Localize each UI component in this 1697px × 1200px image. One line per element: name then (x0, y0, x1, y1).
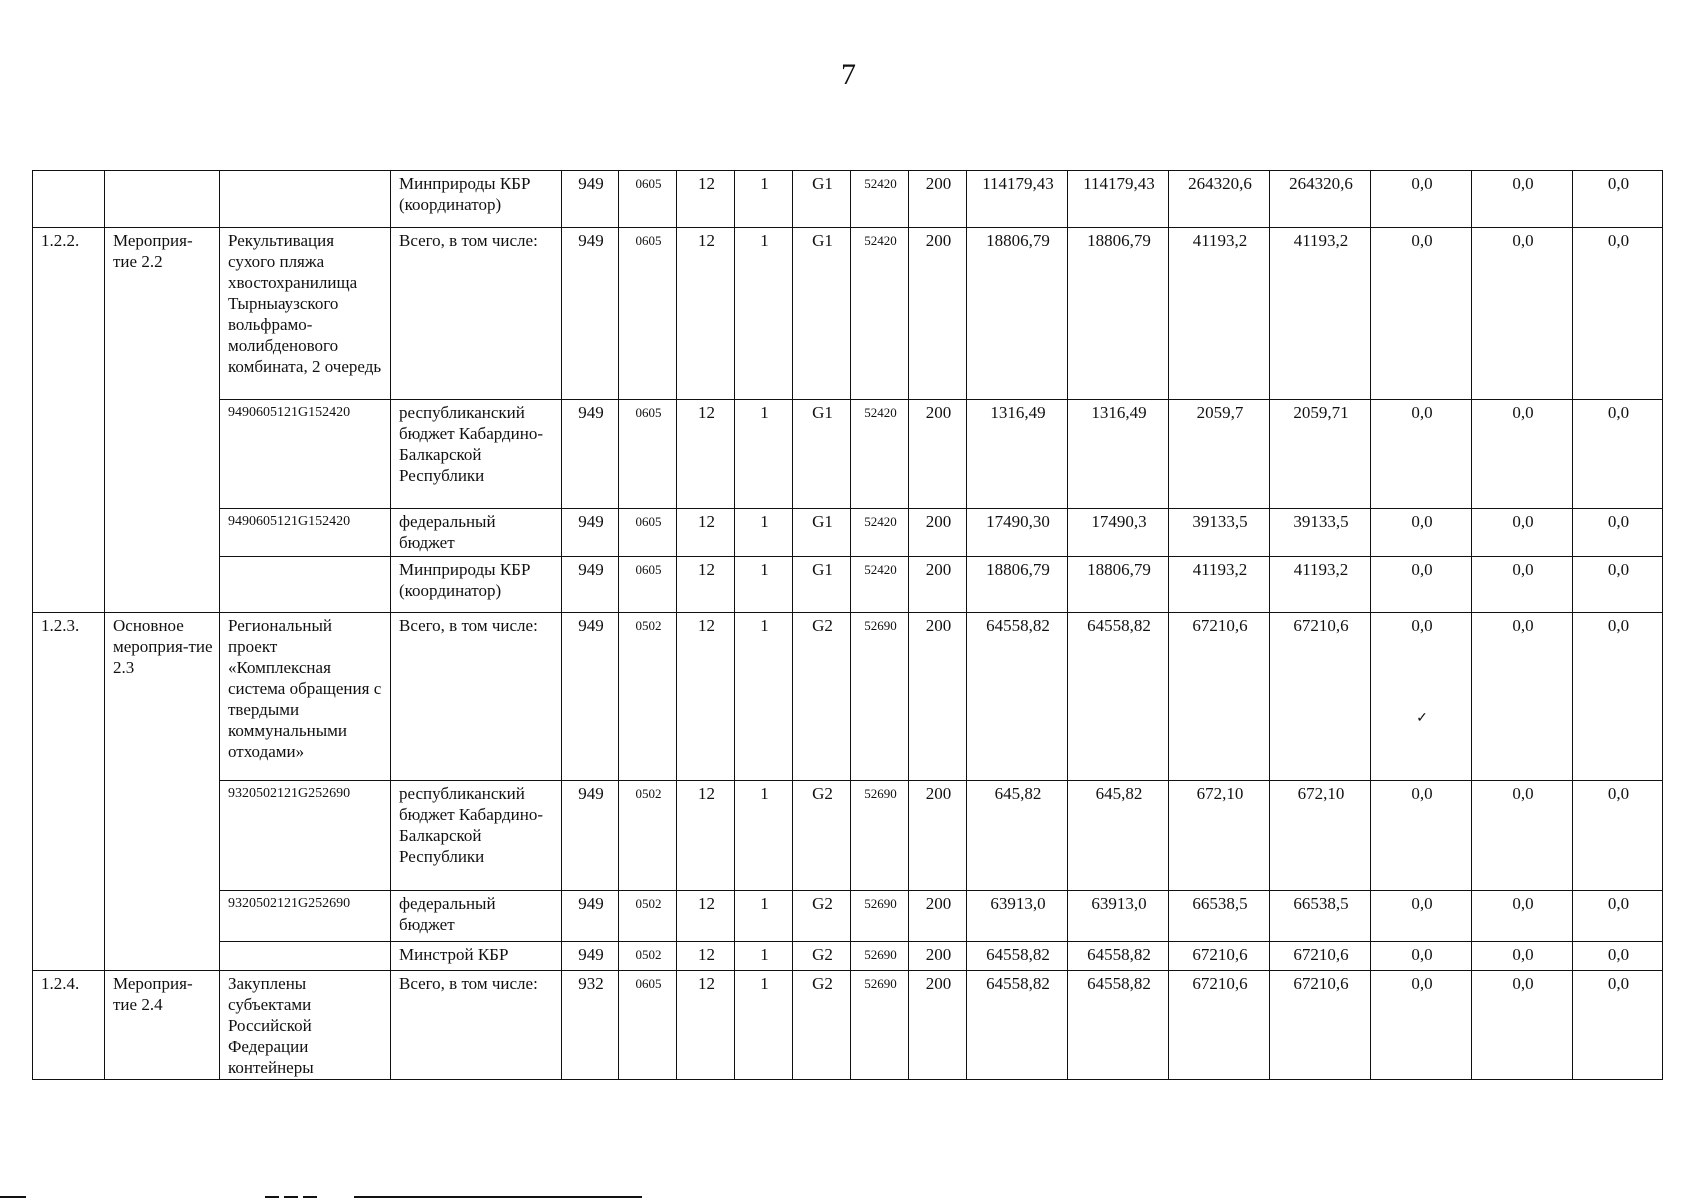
cell-project: G2 (793, 942, 851, 971)
cell-executor: Всего, в том числе: (391, 613, 562, 781)
cell-num: 1.2.3. (33, 613, 105, 971)
cell-grbs: 949 (562, 781, 619, 891)
cell-direction: 52690 (851, 942, 909, 971)
cell-direction: 52420 (851, 171, 909, 228)
cell-executor: Всего, в том числе: (391, 971, 562, 1080)
cell-value-3: 672,10 (1169, 781, 1270, 891)
cell-vr: 200 (909, 942, 967, 971)
cell-value-4: 66538,5 (1270, 891, 1371, 942)
cell-subprogram: 1 (735, 942, 793, 971)
cell-num: 1.2.2. (33, 228, 105, 613)
cell-value-5: 0,0 (1371, 971, 1472, 1080)
cell-value-7: 0,0 (1573, 613, 1663, 781)
cell-value-5 (1371, 613, 1472, 781)
cell-subprogram: 1 (735, 171, 793, 228)
cell-value-1: 64558,82 (967, 971, 1068, 1080)
cell-project: G2 (793, 613, 851, 781)
cell-status (105, 171, 220, 228)
cell-rzpr: 0605 (619, 228, 677, 400)
cell-value-3: 41193,2 (1169, 228, 1270, 400)
cell-value-1: 64558,82 (967, 942, 1068, 971)
cell-direction: 52420 (851, 228, 909, 400)
table-row (33, 781, 1663, 891)
cell-value-2: 64558,82 (1068, 942, 1169, 971)
cell-value-4: 2059,71 (1270, 400, 1371, 509)
cell-value-3: 41193,2 (1169, 557, 1270, 613)
table-row (33, 557, 1663, 613)
cell-vr: 200 (909, 400, 967, 509)
cell-executor: федеральный бюджет (391, 509, 562, 557)
cell-value-6: 0,0 (1472, 400, 1573, 509)
cell-project: G1 (793, 171, 851, 228)
cell-value-3: 67210,6 (1169, 942, 1270, 971)
cell-vr: 200 (909, 509, 967, 557)
cell-value-5: 0,0 (1371, 509, 1472, 557)
cell-executor: Минстрой КБР (391, 942, 562, 971)
table-row (33, 171, 1663, 228)
cell-direction: 52420 (851, 557, 909, 613)
cell-value-2: 64558,82 (1068, 613, 1169, 781)
cell-subprogram: 1 (735, 509, 793, 557)
cell-value-2: 114179,43 (1068, 171, 1169, 228)
cell-program: 12 (677, 891, 735, 942)
cell-direction: 52420 (851, 509, 909, 557)
cell-direction: 52690 (851, 613, 909, 781)
cell-value-6: 0,0 (1472, 891, 1573, 942)
cell-direction: 52690 (851, 781, 909, 891)
cell-value-7: 0,0 (1573, 557, 1663, 613)
cell-status: Мероприя-тие 2.2 (105, 228, 220, 613)
cell-budget-code: 9490605121G152420 (220, 400, 391, 509)
cell-program: 12 (677, 942, 735, 971)
cell-value-1: 645,82 (967, 781, 1068, 891)
cell-value-1: 18806,79 (967, 228, 1068, 400)
cell-value-1: 1316,49 (967, 400, 1068, 509)
cell-value-3: 66538,5 (1169, 891, 1270, 942)
cell-value-7: 0,0 (1573, 781, 1663, 891)
cell-rzpr: 0605 (619, 557, 677, 613)
cell-value-4: 67210,6 (1270, 942, 1371, 971)
table-row (33, 891, 1663, 942)
cell-budget-code: 9320502121G252690 (220, 781, 391, 891)
cell-value-1: 18806,79 (967, 557, 1068, 613)
cell-subprogram: 1 (735, 613, 793, 781)
cell-direction: 52690 (851, 891, 909, 942)
cell-value-4: 67210,6 (1270, 971, 1371, 1080)
cell-program: 12 (677, 971, 735, 1080)
footer-rule-dash-2 (284, 1196, 298, 1198)
footer-rule-long (354, 1196, 642, 1198)
cell-executor: Минприроды КБР (координатор) (391, 171, 562, 228)
cell-name: Рекультивация сухого пляжа хвостохранилища Тырныаузского вольфрамо-молибденового комбината, 2 очередь (220, 228, 391, 400)
cell-project: G1 (793, 400, 851, 509)
cell-direction: 52420 (851, 400, 909, 509)
cell-value-3: 67210,6 (1169, 971, 1270, 1080)
cell-rzpr: 0605 (619, 971, 677, 1080)
cell-value-6: 0,0 (1472, 781, 1573, 891)
cell-executor: республиканский бюджет Кабардино-Балкарской Республики (391, 400, 562, 509)
cell-project: G2 (793, 781, 851, 891)
cell-value-7: 0,0 (1573, 400, 1663, 509)
cell-value-7: 0,0 (1573, 891, 1663, 942)
cell-subprogram: 1 (735, 781, 793, 891)
cell-grbs: 949 (562, 509, 619, 557)
cell-budget-code: 9320502121G252690 (220, 891, 391, 942)
cell-name: Закуплены субъектами Российской Федерации контейнеры (220, 971, 391, 1080)
cell-direction: 52690 (851, 971, 909, 1080)
cell-value-7: 0,0 (1573, 971, 1663, 1080)
cell-value-2: 18806,79 (1068, 228, 1169, 400)
cell-value-4: 41193,2 (1270, 557, 1371, 613)
cell-value-1: 114179,43 (967, 171, 1068, 228)
cell-grbs: 949 (562, 171, 619, 228)
cell-vr: 200 (909, 557, 967, 613)
cell-value-3: 264320,6 (1169, 171, 1270, 228)
cell-value-6: 0,0 (1472, 971, 1573, 1080)
cell-vr: 200 (909, 171, 967, 228)
cell-value-2: 18806,79 (1068, 557, 1169, 613)
cell-value-6: 0,0 (1472, 613, 1573, 781)
cell-value-4: 39133,5 (1270, 509, 1371, 557)
cell-value-5: 0,0 (1371, 171, 1472, 228)
cell-status: Мероприя-тие 2.4 (105, 971, 220, 1080)
cell-project: G2 (793, 891, 851, 942)
cell-subprogram: 1 (735, 228, 793, 400)
cell-grbs: 949 (562, 228, 619, 400)
table-row (33, 971, 1663, 1080)
table-row (33, 942, 1663, 971)
cell-executor: республиканский бюджет Кабардино-Балкарской Республики (391, 781, 562, 891)
cell-grbs: 949 (562, 942, 619, 971)
cell-value-7: 0,0 (1573, 228, 1663, 400)
cell-vr: 200 (909, 891, 967, 942)
cell-value-2: 17490,3 (1068, 509, 1169, 557)
cell-rzpr: 0605 (619, 509, 677, 557)
cell-program: 12 (677, 228, 735, 400)
cell-value-7: 0,0 (1573, 509, 1663, 557)
cell-grbs: 949 (562, 400, 619, 509)
cell-vr: 200 (909, 971, 967, 1080)
cell-budget-code: 9490605121G152420 (220, 509, 391, 557)
cell-value-5: 0,0 (1371, 781, 1472, 891)
cell-rzpr: 0605 (619, 171, 677, 228)
page-number: 7 (841, 58, 856, 91)
cell-value-5: 0,0 (1371, 942, 1472, 971)
cell-value-3: 2059,7 (1169, 400, 1270, 509)
stray-pen-mark: ✓ (1416, 711, 1428, 726)
cell-value-5: 0,0 (1371, 228, 1472, 400)
cell-program: 12 (677, 781, 735, 891)
cell-value-2: 63913,0 (1068, 891, 1169, 942)
cell-value-4: 41193,2 (1270, 228, 1371, 400)
cell-rzpr: 0502 (619, 942, 677, 971)
cell-vr: 200 (909, 781, 967, 891)
cell-program: 12 (677, 509, 735, 557)
cell-value-1: 17490,30 (967, 509, 1068, 557)
cell-rzpr: 0502 (619, 891, 677, 942)
cell-value-6: 0,0 (1472, 171, 1573, 228)
cell-rzpr: 0605 (619, 400, 677, 509)
table-row (33, 509, 1663, 557)
cell-subprogram: 1 (735, 891, 793, 942)
footer-rule-left (0, 1196, 26, 1198)
cell-value-4: 67210,6 (1270, 613, 1371, 781)
cell-value-2: 64558,82 (1068, 971, 1169, 1080)
cell-name (220, 557, 391, 613)
cell-subprogram: 1 (735, 557, 793, 613)
cell-rzpr: 0502 (619, 781, 677, 891)
cell-value-4: 264320,6 (1270, 171, 1371, 228)
cell-program: 12 (677, 400, 735, 509)
cell-executor: федеральный бюджет (391, 891, 562, 942)
footer-rule-dash-1 (265, 1196, 279, 1198)
cell-name (220, 171, 391, 228)
cell-program: 12 (677, 557, 735, 613)
cell-program: 12 (677, 613, 735, 781)
cell-value-6: 0,0 (1472, 942, 1573, 971)
table-row (33, 228, 1663, 400)
cell-value-7: 0,0 (1573, 171, 1663, 228)
cell-vr: 200 (909, 613, 967, 781)
cell-value-3: 39133,5 (1169, 509, 1270, 557)
cell-grbs: 949 (562, 613, 619, 781)
cell-name: Региональный проект «Комплексная система обращения с твердыми коммунальными отходами» (220, 613, 391, 781)
cell-grbs: 932 (562, 971, 619, 1080)
cell-value-2: 645,82 (1068, 781, 1169, 891)
cell-status: Основное мероприя-тие 2.3 (105, 613, 220, 971)
cell-vr: 200 (909, 228, 967, 400)
cell-value-1: 63913,0 (967, 891, 1068, 942)
cell-program: 12 (677, 171, 735, 228)
cell-num (33, 171, 105, 228)
cell-grbs: 949 (562, 891, 619, 942)
cell-num: 1.2.4. (33, 971, 105, 1080)
cell-rzpr: 0502 (619, 613, 677, 781)
cell-project: G1 (793, 228, 851, 400)
cell-value-6: 0,0 (1472, 228, 1573, 400)
footer-rule-dash-3 (303, 1196, 317, 1198)
cell-executor: Всего, в том числе: (391, 228, 562, 400)
cell-project: G1 (793, 557, 851, 613)
cell-value-3: 67210,6 (1169, 613, 1270, 781)
cell-value-6: 0,0 (1472, 509, 1573, 557)
cell-project: G1 (793, 509, 851, 557)
cell-value-6: 0,0 (1472, 557, 1573, 613)
table-row (33, 400, 1663, 509)
cell-subprogram: 1 (735, 400, 793, 509)
cell-value-5: 0,0 (1371, 891, 1472, 942)
cell-executor: Минприроды КБР (координатор) (391, 557, 562, 613)
cell-value-4: 672,10 (1270, 781, 1371, 891)
cell-value-5: 0,0 (1371, 557, 1472, 613)
cell-name (220, 942, 391, 971)
cell-subprogram: 1 (735, 971, 793, 1080)
cell-value-5: 0,0 (1371, 400, 1472, 509)
table-row (33, 613, 1663, 781)
cell-project: G2 (793, 971, 851, 1080)
budget-table (32, 170, 1663, 1080)
cell-value-2: 1316,49 (1068, 400, 1169, 509)
cell-value-7: 0,0 (1573, 942, 1663, 971)
cell-value-5-text: 0,0 (1411, 616, 1433, 635)
cell-value-1: 64558,82 (967, 613, 1068, 781)
cell-grbs: 949 (562, 557, 619, 613)
